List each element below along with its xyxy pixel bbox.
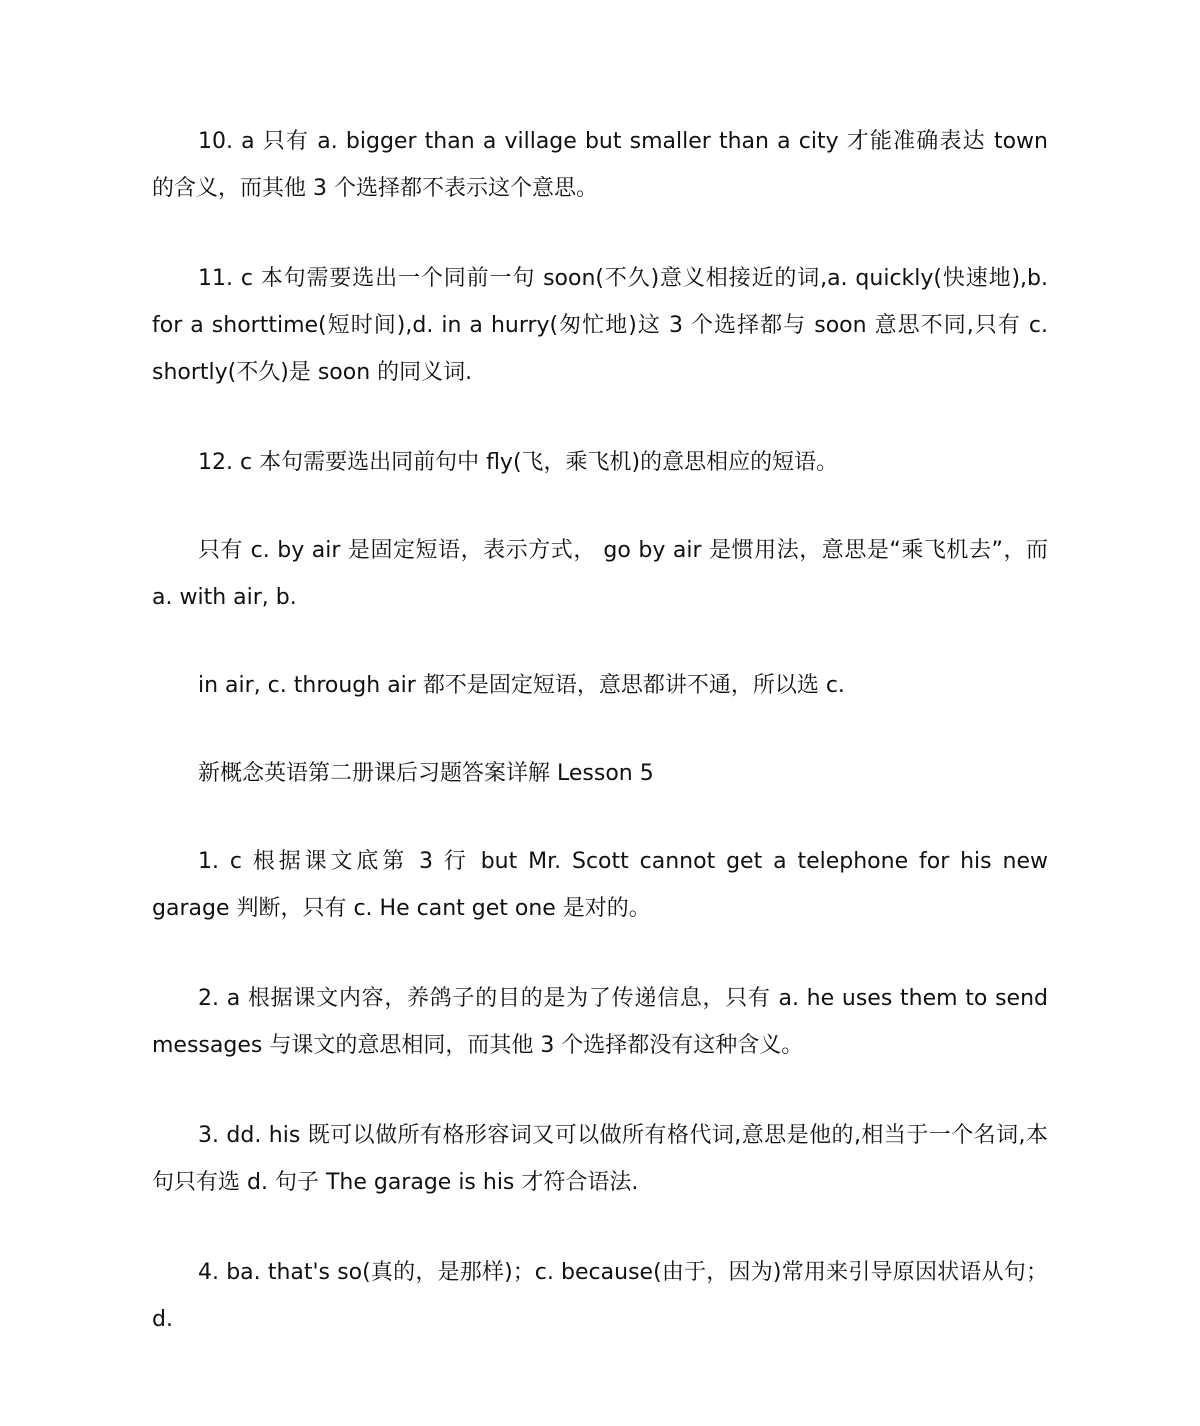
paragraph-lesson5-answer-4: 4. ba. that's so(真的，是那样)；c. because(由于，因为)常用来引导原因状语从句； d. — [152, 1260, 1048, 1332]
section-heading-lesson-5: 新概念英语第二册课后习题答案详解 Lesson 5 — [198, 761, 654, 786]
paragraph-answer-12-continued: in air, c. through air 都不是固定短语，意思都讲不通，所以选 c. — [198, 673, 845, 698]
document-page — [152, 118, 1048, 1343]
paragraph-answer-12-explanation: 只有 c. by air 是固定短语，表示方式， go by air 是惯用法，意思是“乘飞机去”，而 a. with air, b. — [152, 538, 1048, 610]
paragraph-answer-12: 12. c 本句需要选出同前句中 fly(飞，乘飞机)的意思相应的短语。 — [198, 450, 839, 475]
paragraph-lesson5-answer-2: 2. a 根据课文内容，养鸽子的目的是为了传递信息，只有 a. he uses them to send messages 与课文的意思相同，而其他 3 个选择都没有这种含义。 — [152, 986, 1048, 1058]
paragraph-lesson5-answer-1: 1. c 根据课文底第 3 行 but Mr. Scott cannot get a telephone for his new garage 判断，只有 c. He cant get one 是对的。 — [152, 849, 1048, 921]
paragraph-answer-11: 11. c 本句需要选出一个同前一句 soon(不久)意义相接近的词,a. quickly(快速地),b. for a shorttime(短时间),d. in a hurry(匆忙地)这 3 个选择都与 soon 意思不同,只有 c. shortly(不久)是 soon 的同义词. — [152, 266, 1048, 385]
paragraph-lesson5-answer-3: 3. dd. his 既可以做所有格形容词又可以做所有格代词,意思是他的,相当于一个名词,本句只有选 d. 句子 The garage is his 才符合语法. — [152, 1123, 1048, 1195]
paragraph-answer-10: 10. a 只有 a. bigger than a village but smaller than a city 才能准确表达 town 的含义，而其他 3 个选择都不表示这个意思。 — [152, 129, 1048, 201]
